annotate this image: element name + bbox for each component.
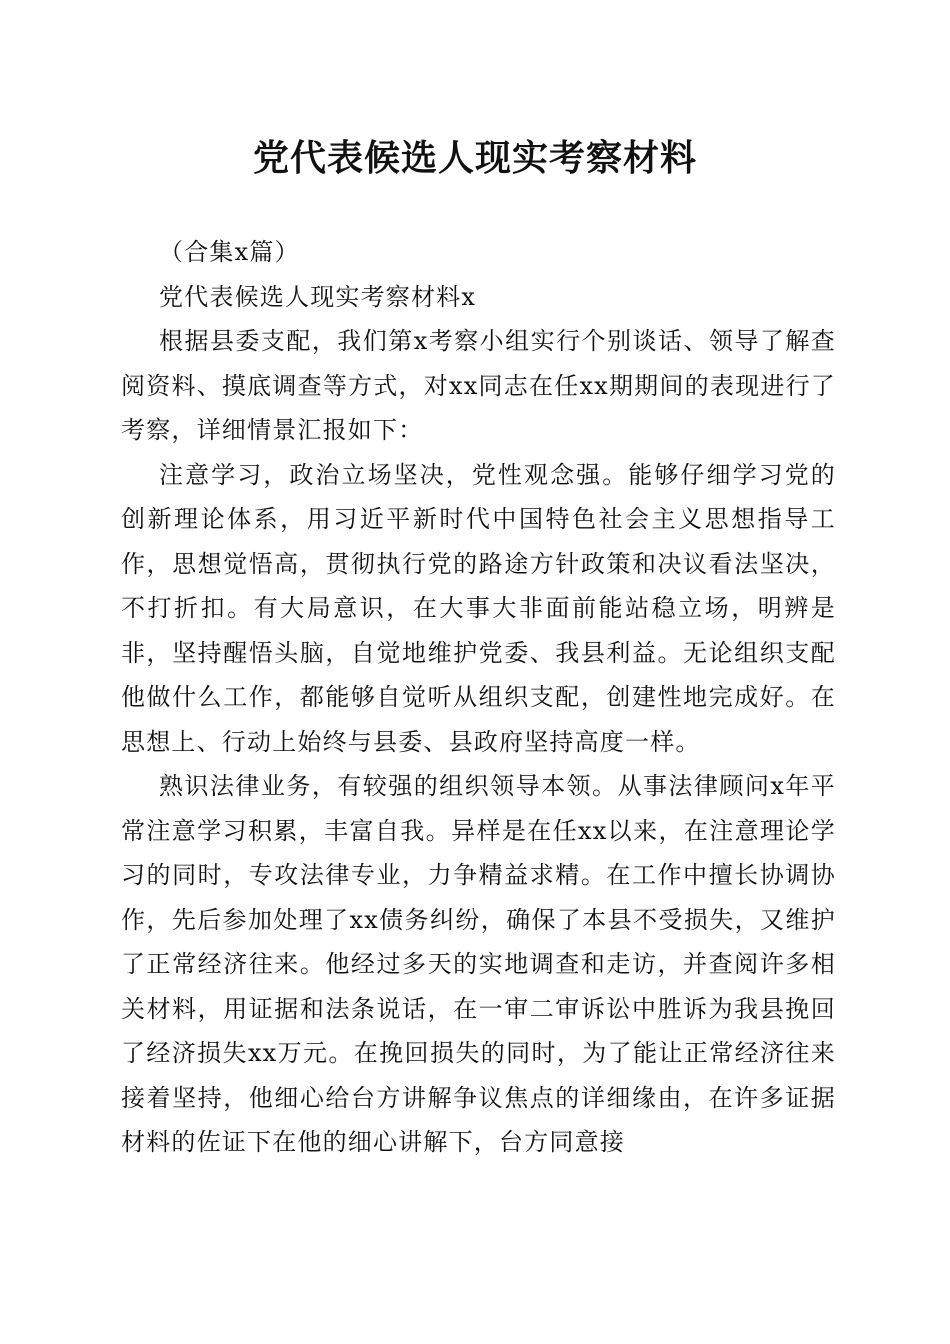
- paragraph-collection-note: （合集x篇）: [159, 238, 300, 266]
- paragraph-subtitle: 党代表候选人现实考察材料x: [159, 282, 477, 311]
- paragraph-political-stance: 注意学习，政治立场坚决，党性观念强。能够仔细学习党的创新理论体系，用习近平新时代中国特色社会主义思想指导工作，思想觉悟高，贯彻执行党的路途方针政策和决议看法坚决，不打折扣。有大局意识，在大事大非面前能站稳立场，明辨是非，坚持醒悟头脑，自觉地维护党委、我县利益。无论组织支配他做什么工作，都能够自觉听从组织支配，创建性地完成好。在思想上、行动上始终与县委、县政府坚持高度一样。: [121, 460, 836, 756]
- document-body: [121, 230, 836, 1165]
- paragraph-legal-expertise: 熟识法律业务，有较强的组织领导本领。从事法律顾问x年平常注意学习积累，丰富自我。异样是在任xx以来，在注意理论学习的同时，专攻法律专业，力争精益求精。在工作中擅长协调协作，先后参加处理了xx债务纠纷，确保了本县不受损失，又维护了正常经济往来。他经过多天的实地调查和走访，并查阅许多相关材料，用证据和法条说话，在一审二审诉讼中胜诉为我县挽回了经济损失xx万元。在挽回损失的同时，为了能让正常经济往来接着坚持，他细心给台方讲解争议焦点的详细缘由，在许多证据材料的佐证下在他的细心讲解下，台方同意接: [121, 772, 836, 1156]
- paragraph-intro: 根据县委支配，我们第x考察小组实行个别谈话、领导了解查阅资料、摸底调查等方式，对xx同志在任xx期期间的表现进行了考察，详细情景汇报如下：: [121, 327, 836, 444]
- document-title: 党代表候选人现实考察材料: [252, 137, 697, 179]
